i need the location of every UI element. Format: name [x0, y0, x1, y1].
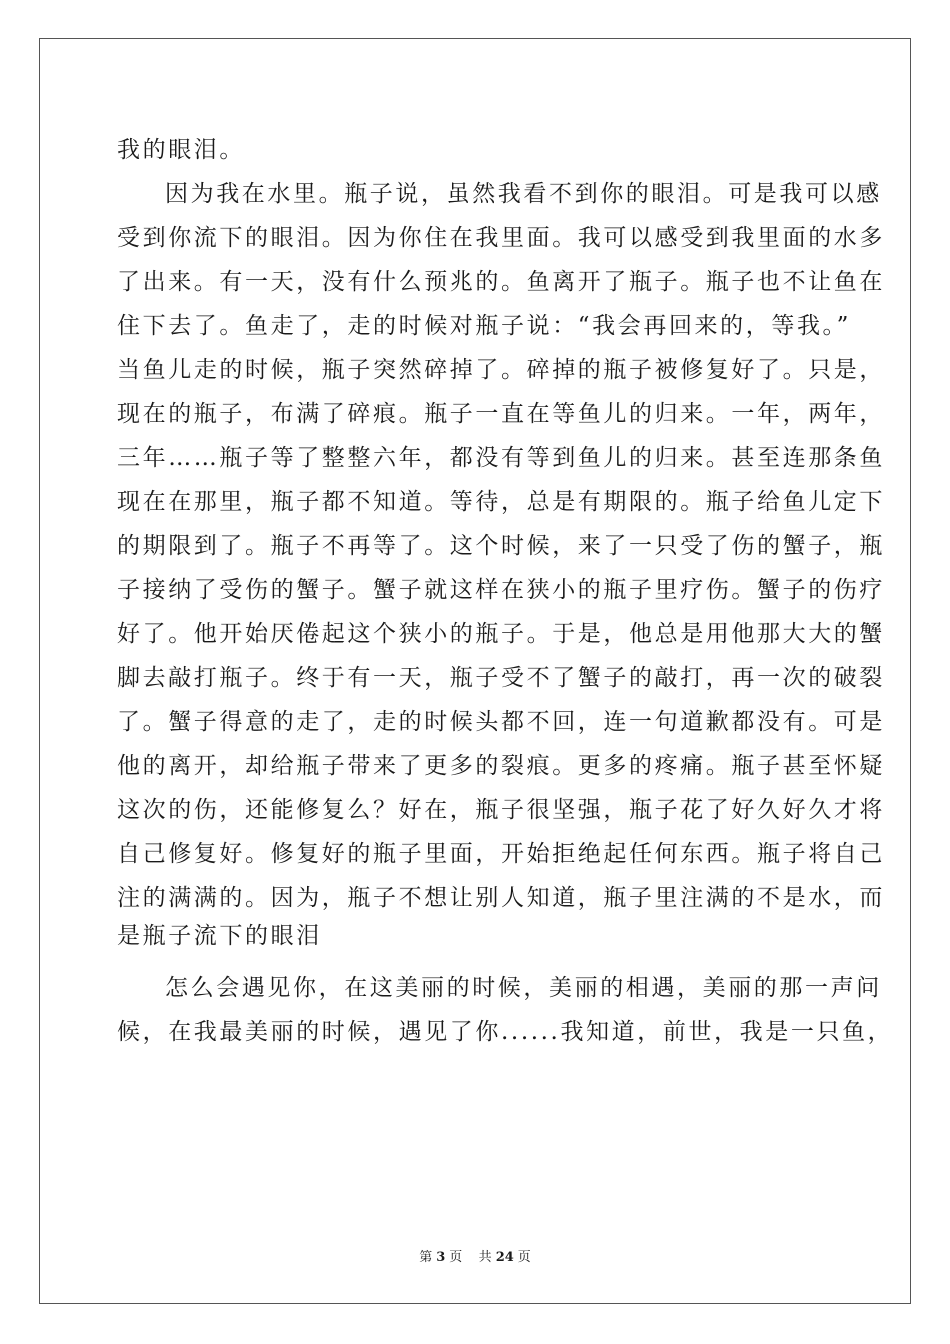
total-prefix: 共: [478, 1250, 492, 1265]
text-line: 脚去敲打瓶子。终于有一天，瓶子受不了蟹子的敲打，再一次的破裂: [117, 665, 885, 691]
document-body: [117, 128, 894, 1054]
footer-prefix: 第: [419, 1250, 433, 1265]
text-line: 了出来。有一天，没有什么预兆的。鱼离开了瓶子。瓶子也不让鱼在: [117, 269, 885, 295]
text-line: 他的离开，却给瓶子带来了更多的裂痕。更多的疼痛。瓶子甚至怀疑: [117, 753, 885, 779]
total-pages: 24: [495, 1250, 514, 1265]
text-line: 好了。他开始厌倦起这个狭小的瓶子。于是，他总是用他那大大的蟹: [117, 621, 885, 647]
text-line: 的期限到了。瓶子不再等了。这个时候，来了一只受了伤的蟹子，瓶: [117, 533, 885, 559]
page-number: 3: [436, 1250, 446, 1265]
text-line: 怎么会遇见你，在这美丽的时候，美丽的相遇，美丽的那一声问: [165, 975, 882, 1001]
text-line: 这次的伤，还能修复么？好在，瓶子很坚强，瓶子花了好久好久才将: [117, 797, 885, 823]
text-line: 因为我在水里。瓶子说，虽然我看不到你的眼泪。可是我可以感: [165, 181, 882, 207]
text-line: 三年……瓶子等了整整六年，都没有等到鱼儿的归来。甚至连那条鱼: [117, 445, 885, 471]
text-line: 受到你流下的眼泪。因为你住在我里面。我可以感受到我里面的水多: [117, 225, 885, 251]
page-footer: [0, 1246, 950, 1265]
total-unit: 页: [517, 1250, 531, 1265]
page-unit: 页: [449, 1250, 463, 1265]
text-line: 注的满满的。因为，瓶子不想让别人知道，瓶子里注满的不是水，而: [117, 885, 885, 911]
text-line: 我的眼泪。: [117, 137, 245, 163]
text-line: 了。蟹子得意的走了，走的时候头都不回，连一句道歉都没有。可是: [117, 709, 885, 735]
text-line: 子接纳了受伤的蟹子。蟹子就这样在狭小的瓶子里疗伤。蟹子的伤疗: [117, 577, 885, 603]
text-line: 候，在我最美丽的时候，遇见了你......我知道，前世，我是一只鱼，: [117, 1019, 894, 1045]
text-line: 自己修复好。修复好的瓶子里面，开始拒绝起任何东西。瓶子将自己: [117, 841, 885, 867]
text-line: 是瓶子流下的眼泪: [117, 923, 322, 949]
text-line: 现在的瓶子，布满了碎痕。瓶子一直在等鱼儿的归来。一年，两年，: [117, 401, 885, 427]
text-line: 住下去了。鱼走了，走的时候对瓶子说：“我会再回来的，等我。”: [117, 313, 852, 339]
text-line: 当鱼儿走的时候，瓶子突然碎掉了。碎掉的瓶子被修复好了。只是，: [117, 357, 885, 383]
text-line: 现在在那里，瓶子都不知道。等待，总是有期限的。瓶子给鱼儿定下: [117, 489, 885, 515]
